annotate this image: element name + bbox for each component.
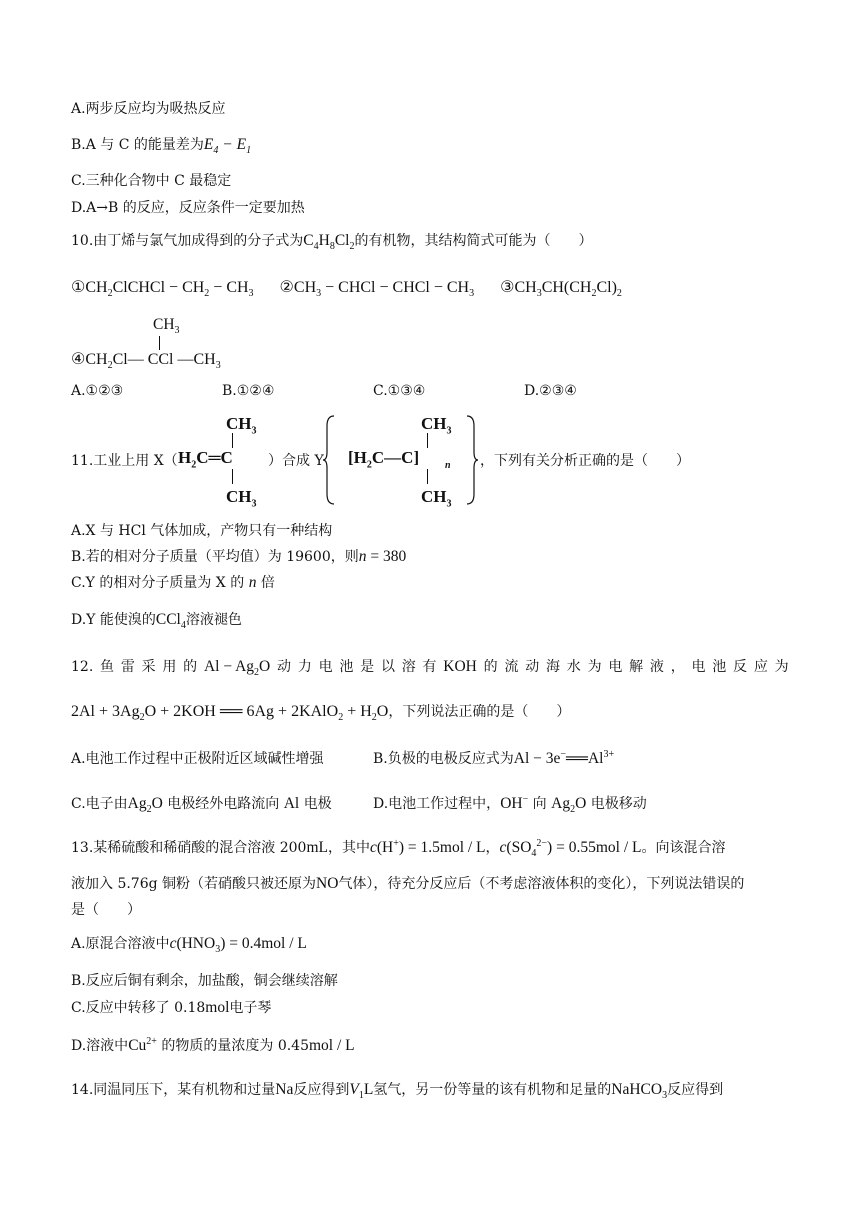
q13-mol: mol: [205, 999, 230, 1016]
q11-option-d: [71, 610, 242, 630]
q12-stem-line-2: [71, 702, 570, 722]
q9-option-b: [71, 135, 251, 155]
q12-char: 电: [318, 659, 333, 675]
q12-option-b-text: B.负极的电极反应式为: [373, 751, 514, 767]
q12-char: 的: [183, 659, 198, 675]
q13-stem-post: 。向该混合溶: [641, 840, 726, 856]
q10-item-4: $④CH_2Cl—$ CCl $—CH_3$: [71, 351, 221, 372]
q13-option-c-pre: C.反应中转移了 0.18: [71, 1000, 206, 1016]
q11-x-ch3-bottom: $CH_3$: [226, 487, 257, 510]
q12-option-a: A.电池工作过程中正极附近区域碱性增强: [71, 751, 324, 767]
q12-option-c-post: 电极: [303, 796, 332, 812]
q13-c-h: c(H+) = 1.5mol / L: [369, 837, 486, 856]
q10-option-d: D.②③④: [524, 383, 577, 399]
q14-pre: 14.同温同压下，某有机物和过量: [71, 1082, 276, 1098]
q13-c-so4: $c(SO_4^{2-}) = 0.55mol / L$: [499, 837, 642, 860]
q11-option-c-n: n: [248, 574, 257, 591]
q11-y-n: n: [445, 460, 451, 471]
q12-char: 池: [712, 659, 727, 675]
q11-ccl4: CCl$_4$: [155, 611, 186, 632]
q10-item-1: $①CH_2ClCHCl - CH_2 - CH_3$: [71, 279, 254, 300]
q12-char: 以: [380, 659, 395, 675]
q12-char: 力: [297, 659, 312, 675]
q10-option-c: C.①③④: [373, 383, 426, 399]
q11-y-bond-top: [427, 433, 428, 448]
q12-char: 电: [608, 659, 623, 675]
q11-right-brace: [465, 414, 479, 506]
q12-char: 动: [525, 659, 540, 675]
q11-option-c-pre: C.Y 的相对分子质量为 X 的: [71, 575, 245, 591]
q13-stem-line-3: 是（ ）: [71, 902, 141, 918]
q10-stem-pre: 10.由丁烯与氯气加成得到的分子式为: [71, 233, 304, 249]
q11-option-b: [71, 547, 406, 567]
q12-char: 水: [566, 659, 581, 675]
q10-item-3: $③CH_3CH(CH_2Cl)_2$: [500, 279, 622, 300]
q11-y-ch3-top: $CH_3$: [421, 414, 452, 437]
q13-option-c-post: 电子琴: [229, 1000, 272, 1016]
q11-option-d-pre: D.Y 能使溴的: [71, 612, 156, 628]
q11-y-ch3-bottom: $CH_3$: [421, 487, 452, 510]
q11-option-b-text: B.若的相对分子质量（平均值）为 19600，则: [71, 549, 359, 565]
q12-ag2o-2: $Ag_2O$: [551, 795, 587, 816]
q14-mid1: 反应得到: [293, 1082, 350, 1098]
q13-option-d-mid: 的物质的量浓度为 0.45: [161, 1038, 309, 1054]
q13-stem-mid: ，其中: [327, 840, 370, 856]
q9-energy-formula: $E_4 - E_1$: [203, 136, 252, 157]
q9-option-b-text: B.A 与 C 的能量差为: [71, 137, 204, 153]
q12-option-c-mid: 电极经外电路流向: [167, 796, 280, 812]
q12-option-b: [373, 749, 614, 769]
q12-equation: $2Al + 3Ag_2O + 2KOH$ ══ 6Ag + 2KAlO$_2$ + $H_2O$: [71, 703, 389, 724]
q12-stem-line-1: [71, 657, 789, 677]
q12-char: 为: [587, 659, 602, 675]
q11-y-bond-bottom: [427, 469, 428, 484]
q13-option-d-pre: D.溶液中: [71, 1038, 129, 1054]
q12-char: 电: [691, 659, 706, 675]
q12-stem-post: ，下列说法正确的是（ ）: [388, 704, 571, 720]
q11-option-c: [71, 573, 275, 593]
q12-char: ，: [670, 659, 685, 675]
q11-n-equation: n = 380: [358, 548, 407, 565]
q14-stem: [71, 1080, 723, 1100]
q10-option-a: A.①②③: [71, 383, 124, 399]
q9-option-d: D.A→B 的反应，反应条件一定要加热: [71, 200, 305, 216]
q12-char: 鱼: [100, 659, 115, 675]
q12-char: 雷: [120, 659, 135, 675]
q9-option-a: A.两步反应均为吸热反应: [71, 101, 226, 117]
q13-no: NO: [316, 875, 339, 892]
q12-char: 反: [733, 659, 748, 675]
q12-char: 动: [277, 659, 292, 675]
q11-stem-pre: 11.工业上用 X（: [71, 453, 178, 469]
q12-char: 为: [774, 659, 789, 675]
q11-option-c-post: 倍: [260, 575, 275, 591]
q11-y-formula: $[H_2C—C]$: [348, 448, 420, 471]
q12-char: 是: [360, 659, 375, 675]
q11-stem-post: ，下列有关分析正确的是（ ）: [480, 453, 690, 469]
q12-al: Al: [283, 795, 300, 812]
q11-x-bond-bottom: [232, 469, 233, 484]
q11-option-a: [71, 521, 332, 541]
q12-char: 有: [422, 659, 437, 675]
q12-option-c-pre: C.电子由: [71, 796, 128, 812]
q10-item-4-branch: $CH_3$: [153, 316, 180, 337]
q12-char: 液: [649, 659, 664, 675]
q13-stem-line-1: 13.某稀硫酸和稀硝酸的混合溶液 200mL，其中c(H+) = 1.5mol / L，$c(SO_4^{2-}) = 0.55mol / L$。向该混合溶: [71, 837, 726, 860]
q11-x-formula: $H_2C═C$: [178, 448, 233, 471]
q12-option-d-pre: D.电池工作过程中，: [373, 796, 501, 812]
q10-structures-row: [71, 278, 622, 298]
q13-stem-pre: 13.某稀硫酸和稀硝酸的混合溶液 200: [71, 840, 307, 856]
q12-char: 用: [162, 659, 177, 675]
q12-char: 应: [753, 659, 768, 675]
q10-stem-post: 的有机物，其结构简式可能为（ ）: [354, 233, 593, 249]
q13-option-d: [71, 1036, 355, 1056]
q14-post: 反应得到: [667, 1082, 724, 1098]
q13-stem-line-2: [71, 874, 744, 894]
q13-cu: $Cu^{2+}$: [128, 1035, 157, 1054]
q13-option-a: [71, 934, 307, 954]
q13-mol-l: mol / L: [309, 1037, 355, 1054]
q12-char: 溶: [401, 659, 416, 675]
q12-char: 解: [629, 659, 644, 675]
q12-option-d-mid: 向: [532, 796, 547, 812]
q13-c-hno3: $c(HNO_3) = 0.4mol / L$: [169, 935, 307, 956]
q13-stem2-post: 气体），待充分反应后（不考虑溶液体积的变化），下列说法错误的: [338, 876, 745, 892]
q10-molecular-formula: $C_4H_8Cl_2$: [303, 232, 355, 253]
q13-option-c: [71, 998, 271, 1018]
q12-anode-equation: $Al - 3e^-══Al^{3+}$: [513, 748, 615, 767]
q12-option-c: [71, 794, 332, 814]
q11-x-ch3-top: $CH_3$: [226, 414, 257, 437]
q12-char: 的: [483, 659, 498, 675]
q12-char: 海: [546, 659, 560, 675]
q9-option-c: C.三种化合物中 C 最稳定: [71, 173, 232, 189]
q12-char: 池: [339, 659, 354, 675]
q12-char: 流: [504, 659, 519, 675]
q12-option-d: [373, 794, 647, 814]
q13-ml: mL: [306, 839, 328, 856]
q11-left-brace: [322, 414, 336, 506]
q11-stem-mid: ）合成 Y: [268, 453, 324, 469]
q12-option-d-post: 电极移动: [590, 796, 647, 812]
q12-battery-formula: $Al - Ag_2O$: [203, 658, 271, 679]
q13-stem2-pre: 液加入 5.76g 铜粉（若硝酸只被还原为: [71, 876, 317, 892]
q12-oh: OH−: [500, 793, 529, 812]
q11-option-a-text: A.X 与 HCl 气体加成，产物只有一种结构: [71, 523, 333, 539]
q12-number: 12.: [71, 659, 94, 675]
q10-option-b: B.①②④: [222, 383, 275, 399]
q14-na: Na: [275, 1081, 294, 1098]
q13-option-a-pre: A.原混合溶液中: [71, 936, 170, 952]
q14-mid2: 氢气，另一份等量的该有机物和足量的: [373, 1082, 612, 1098]
q10-item-4-bond: [159, 336, 160, 350]
q10-stem: [71, 231, 592, 251]
q12-koh: KOH: [443, 658, 477, 675]
q12-ag2o: $Ag_2O$: [127, 795, 163, 816]
q13-option-b: B.反应后铜有剩余，加盐酸，铜会继续溶解: [71, 973, 338, 989]
q10-item-2: $②CH_3$ − CHCl − CHCl − $CH_3$: [279, 279, 475, 300]
q14-v1: $V_1L$: [349, 1081, 374, 1102]
q14-nahco3: NaHCO$_3$: [611, 1081, 668, 1102]
q12-char: 采: [141, 659, 156, 675]
q11-option-d-post: 溶液褪色: [185, 612, 242, 628]
q11-x-bond-top: [232, 433, 233, 448]
